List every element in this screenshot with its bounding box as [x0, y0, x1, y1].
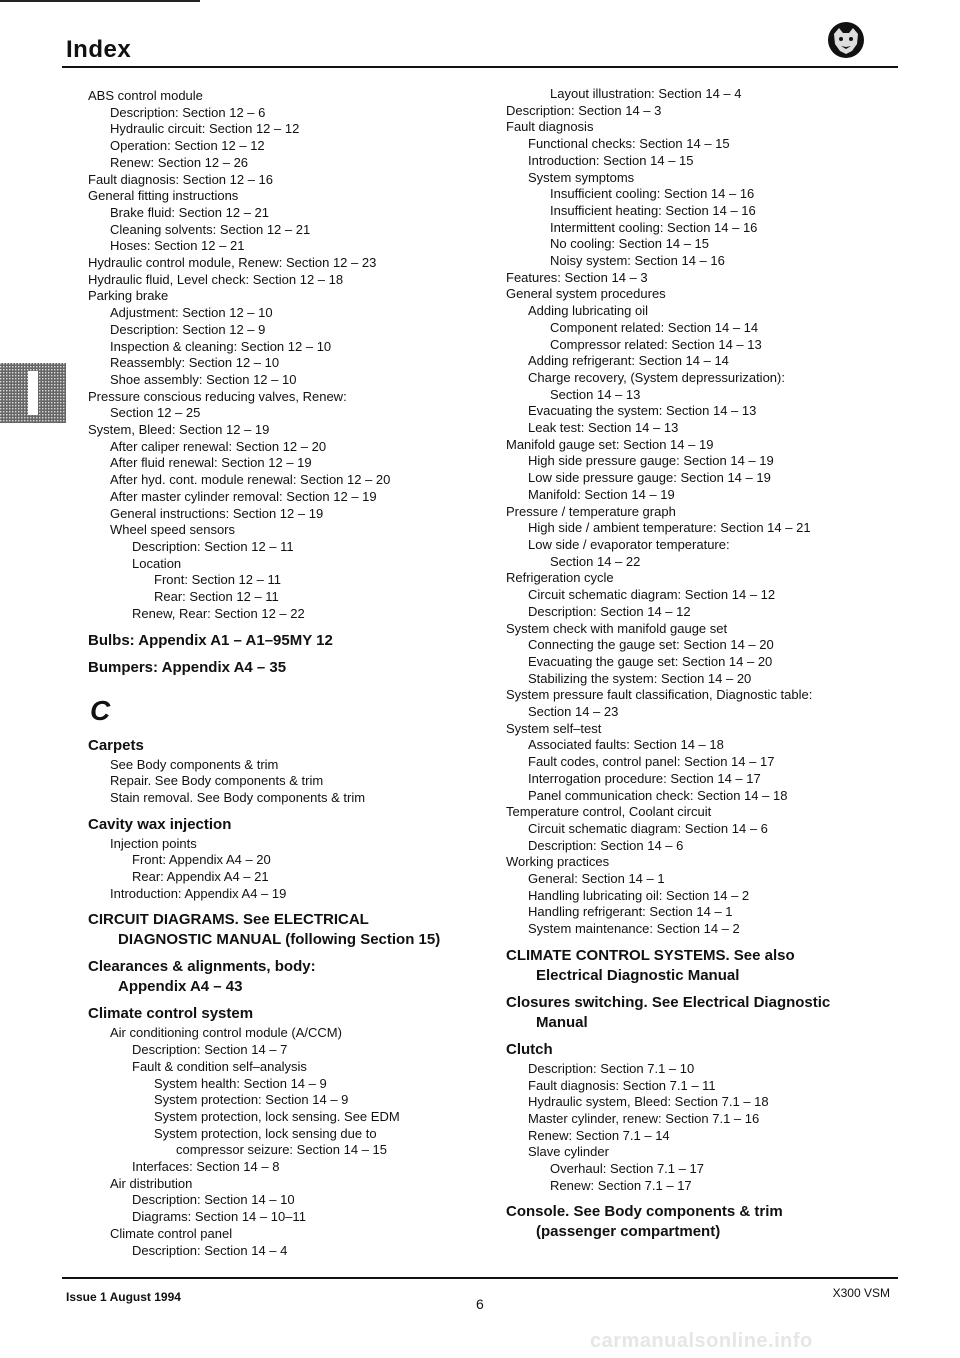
index-entry: Description: Section 12 – 9	[110, 321, 266, 337]
index-entry: Cleaning solvents: Section 12 – 21	[110, 221, 311, 237]
issue-date: Issue 1 August 1994	[66, 1290, 181, 1304]
index-entry: Front: Appendix A4 – 20	[132, 852, 271, 868]
index-entry: Circuit schematic diagram: Section 14 – 6	[528, 820, 768, 836]
index-entry: Introduction: Appendix A4 – 19	[110, 885, 287, 901]
index-entry: Renew, Rear: Section 12 – 22	[132, 605, 305, 621]
index-entry: ABS control module	[88, 88, 203, 103]
index-entry: Hydraulic system, Bleed: Section 7.1 – 18	[528, 1094, 769, 1110]
index-entry: Description: Section 12 – 6	[110, 104, 266, 120]
index-entry: Connecting the gauge set: Section 14 – 20	[528, 637, 774, 653]
index-entry: Interfaces: Section 14 – 8	[132, 1159, 280, 1175]
index-entry: Manifold: Section 14 – 19	[528, 486, 675, 502]
index-entry: Location	[132, 555, 182, 571]
index-entry: Rear: Appendix A4 – 21	[132, 869, 269, 885]
index-entry: Injection points	[110, 835, 197, 851]
index-heading: Bulbs: Appendix A1 – A1–95MY 12	[88, 631, 333, 649]
index-entry: System self–test	[506, 720, 602, 736]
document-id: X300 VSM	[832, 1286, 890, 1300]
index-entry: Hydraulic circuit: Section 12 – 12	[110, 121, 300, 137]
index-entry: General system procedures	[506, 286, 666, 302]
index-entry: Pressure conscious reducing valves, Renew:	[88, 388, 347, 404]
top-edge-line	[0, 0, 200, 2]
jaguar-logo	[826, 20, 866, 60]
index-entry: Inspection & cleaning: Section 12 – 10	[110, 338, 332, 354]
index-entry: Insufficient heating: Section 14 – 16	[550, 202, 756, 218]
index-entry: compressor seizure: Section 14 – 15	[176, 1142, 387, 1158]
index-heading: Manual	[536, 1013, 588, 1031]
index-entry: Fault diagnosis: Section 12 – 16	[88, 171, 274, 187]
index-entry: Renew: Section 7.1 – 17	[550, 1177, 692, 1193]
index-entry: Layout illustration: Section 14 – 4	[550, 86, 742, 101]
index-entry: High side pressure gauge: Section 14 – 19	[528, 453, 774, 469]
index-entry: System protection, lock sensing. See EDM	[154, 1108, 400, 1124]
index-entry: Fault & condition self–analysis	[132, 1058, 307, 1074]
index-entry: System check with manifold gauge set	[506, 620, 728, 636]
index-entry: Section 14 – 22	[550, 553, 641, 569]
index-entry: Air distribution	[110, 1175, 193, 1191]
page-number: 6	[476, 1296, 484, 1312]
index-entry: Description: Section 14 – 7	[132, 1042, 288, 1058]
index-entry: Front: Section 12 – 11	[154, 572, 281, 588]
index-entry: Low side / evaporator temperature:	[528, 536, 730, 552]
index-entry: Hydraulic control module, Renew: Section 12 – 23	[88, 255, 377, 271]
index-entry: System, Bleed: Section 12 – 19	[88, 422, 270, 438]
index-entry: See Body components & trim	[110, 756, 279, 772]
index-heading: DIAGNOSTIC MANUAL (following Section 15)	[118, 931, 441, 949]
index-entry: Description: Section 14 – 6	[528, 837, 684, 853]
index-entry: After master cylinder removal: Section 12 – 19	[110, 488, 377, 504]
header-rule	[62, 66, 898, 68]
index-entry: Renew: Section 12 – 26	[110, 154, 249, 170]
index-heading: Cavity wax injection	[88, 815, 232, 833]
index-entry: Fault diagnosis	[506, 119, 594, 135]
left-column	[88, 88, 483, 1259]
footer-rule	[62, 1277, 898, 1279]
index-entry: Section 12 – 25	[110, 405, 201, 421]
index-entry: System protection, lock sensing due to	[154, 1125, 377, 1141]
index-entry: No cooling: Section 14 – 15	[550, 236, 709, 252]
index-entry: Description: Section 12 – 11	[132, 538, 294, 554]
index-entry: Renew: Section 7.1 – 14	[528, 1127, 670, 1143]
index-entry: Brake fluid: Section 12 – 21	[110, 204, 269, 220]
index-entry: Climate control panel	[110, 1225, 233, 1241]
index-entry: Intermittent cooling: Section 14 – 16	[550, 219, 758, 235]
index-entry: Charge recovery, (System depressurization):	[528, 369, 785, 385]
index-entry: Evacuating the gauge set: Section 14 – 20	[528, 653, 773, 669]
right-column	[506, 86, 906, 1243]
index-entry: High side / ambient temperature: Section 14 – 21	[528, 520, 811, 536]
index-entry: Description: Section 14 – 12	[528, 603, 691, 619]
index-entry: General instructions: Section 12 – 19	[110, 505, 324, 521]
index-entry: Hoses: Section 12 – 21	[110, 238, 245, 254]
index-entry: Description: Section 14 – 10	[132, 1192, 295, 1208]
index-entry: Features: Section 14 – 3	[506, 269, 648, 285]
index-entry: After fluid renewal: Section 12 – 19	[110, 455, 312, 471]
index-heading: Carpets	[88, 736, 144, 754]
index-entry: System protection: Section 14 – 9	[154, 1092, 349, 1108]
index-entry: Adding lubricating oil	[528, 303, 648, 319]
index-entry: System maintenance: Section 14 – 2	[528, 921, 740, 937]
index-entry: Stain removal. See Body components & trim	[110, 789, 366, 805]
index-entry: System pressure fault classification, Diagnostic table:	[506, 687, 813, 703]
index-entry: Handling refrigerant: Section 14 – 1	[528, 904, 733, 920]
index-entry: Air conditioning control module (A/CCM)	[110, 1025, 342, 1041]
index-entry: System symptoms	[528, 169, 635, 185]
index-entry: Fault codes, control panel: Section 14 – 17	[528, 754, 775, 770]
index-entry: Description: Section 7.1 – 10	[528, 1060, 695, 1076]
index-entry: Slave cylinder	[528, 1144, 609, 1160]
index-letter-heading: C	[90, 694, 111, 726]
index-entry: Diagrams: Section 14 – 10–11	[132, 1209, 306, 1225]
index-heading: Bumpers: Appendix A4 – 35	[88, 658, 287, 676]
index-entry: Shoe assembly: Section 12 – 10	[110, 371, 297, 387]
index-heading: Console. See Body components & trim	[506, 1203, 783, 1221]
index-entry: Hydraulic fluid, Level check: Section 12 – 18	[88, 271, 344, 287]
index-heading: Appendix A4 – 43	[118, 978, 243, 996]
index-entry: Introduction: Section 14 – 15	[528, 152, 694, 168]
index-entry: Overhaul: Section 7.1 – 17	[550, 1161, 704, 1177]
index-entry: Adding refrigerant: Section 14 – 14	[528, 353, 729, 369]
index-entry: Insufficient cooling: Section 14 – 16	[550, 186, 755, 202]
index-entry: Temperature control, Coolant circuit	[506, 804, 712, 820]
index-entry: Functional checks: Section 14 – 15	[528, 136, 730, 152]
index-entry: Compressor related: Section 14 – 13	[550, 336, 762, 352]
index-entry: Evacuating the system: Section 14 – 13	[528, 403, 757, 419]
index-entry: Component related: Section 14 – 14	[550, 319, 759, 335]
index-heading: Closures switching. See Electrical Diagnostic	[506, 993, 831, 1011]
index-entry: System health: Section 14 – 9	[154, 1075, 327, 1091]
index-entry: Parking brake	[88, 288, 169, 304]
index-entry: Master cylinder, renew: Section 7.1 – 16	[528, 1110, 760, 1126]
index-entry: Working practices	[506, 854, 610, 870]
index-entry: Section 14 – 13	[550, 386, 641, 402]
index-entry: Handling lubricating oil: Section 14 – 2	[528, 887, 750, 903]
index-entry: Reassembly: Section 12 – 10	[110, 355, 280, 371]
watermark: carmanualsonline.info	[590, 1330, 813, 1352]
index-entry: Wheel speed sensors	[110, 522, 236, 538]
index-entry: Noisy system: Section 14 – 16	[550, 253, 725, 269]
index-entry: Associated faults: Section 14 – 18	[528, 737, 724, 753]
index-heading: CLIMATE CONTROL SYSTEMS. See also	[506, 946, 795, 964]
index-entry: Low side pressure gauge: Section 14 – 19	[528, 470, 771, 486]
index-entry: After caliper renewal: Section 12 – 20	[110, 438, 327, 454]
index-entry: After hyd. cont. module renewal: Section 12 – 20	[110, 472, 391, 488]
index-entry: Fault diagnosis: Section 7.1 – 11	[528, 1077, 716, 1093]
index-entry: Section 14 – 23	[528, 704, 619, 720]
index-entry: Repair. See Body components & trim	[110, 773, 324, 789]
index-entry: Pressure / temperature graph	[506, 503, 676, 519]
index-entry: Operation: Section 12 – 12	[110, 138, 265, 154]
page-title: Index	[66, 36, 132, 63]
index-heading: Climate control system	[88, 1005, 254, 1023]
index-heading: Clutch	[506, 1040, 553, 1058]
section-tab	[0, 363, 66, 423]
index-entry: Leak test: Section 14 – 13	[528, 420, 679, 436]
index-heading: (passenger compartment)	[536, 1223, 721, 1241]
index-entry: General fitting instructions	[88, 188, 239, 204]
index-entry: Manifold gauge set: Section 14 – 19	[506, 436, 714, 452]
index-entry: Refrigeration cycle	[506, 570, 614, 586]
index-entry: Adjustment: Section 12 – 10	[110, 305, 273, 321]
index-entry: Stabilizing the system: Section 14 – 20	[528, 670, 752, 686]
index-entry: General: Section 14 – 1	[528, 871, 665, 887]
index-entry: Description: Section 14 – 4	[132, 1242, 288, 1258]
index-heading: Clearances & alignments, body:	[88, 958, 316, 976]
index-heading: CIRCUIT DIAGRAMS. See ELECTRICAL	[88, 911, 369, 929]
index-entry: Interrogation procedure: Section 14 – 17	[528, 770, 761, 786]
index-heading: Electrical Diagnostic Manual	[536, 966, 740, 984]
index-entry: Panel communication check: Section 14 – 18	[528, 787, 788, 803]
index-entry: Circuit schematic diagram: Section 14 – 12	[528, 587, 776, 603]
index-entry: Rear: Section 12 – 11	[154, 589, 279, 605]
index-entry: Description: Section 14 – 3	[506, 102, 662, 118]
